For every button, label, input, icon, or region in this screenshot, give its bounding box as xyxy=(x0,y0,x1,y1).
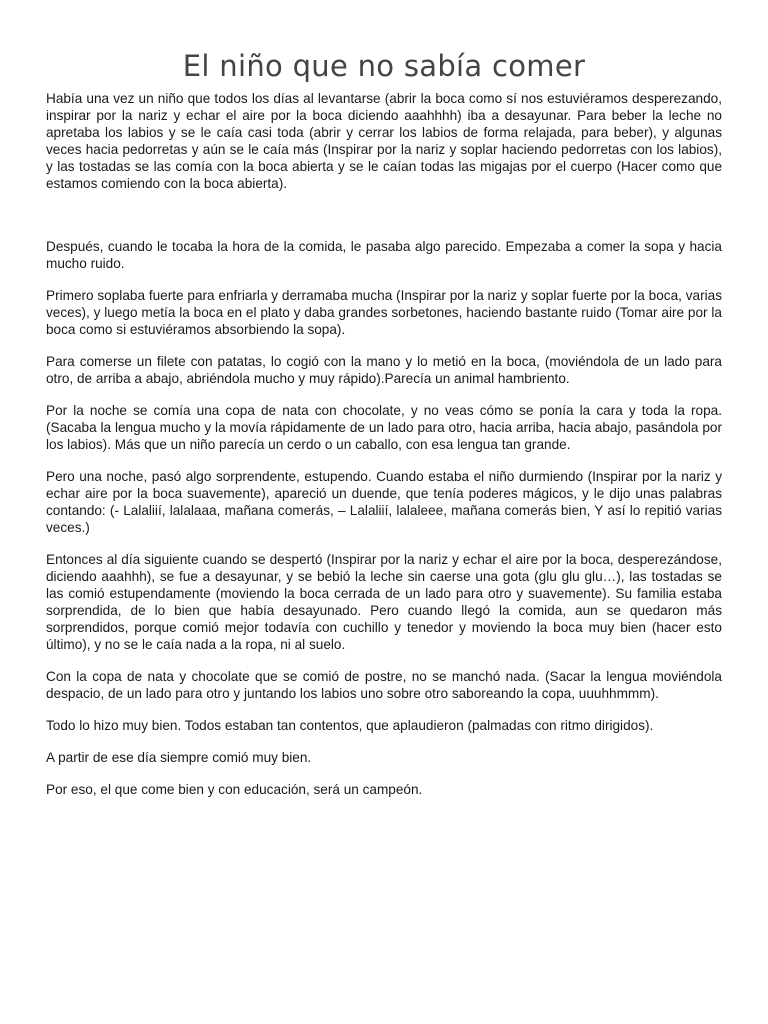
paragraph-8: Con la copa de nata y chocolate que se comió de postre, no se manchó nada. (Sacar la lengua moviéndola despacio, de un lado para otro y juntando los labios uno sobre otro saboreando la copa, uuuhhmmm). xyxy=(46,669,722,701)
paragraph-6: Pero una noche, pasó algo sorprendente, estupendo. Cuando estaba el niño durmiendo (Inspirar por la nariz y echar aire por la boca suavemente), apareció un duende, que tenía poderes mágicos, y le dijo unas palabras contando: (- Lalaliií, lalalaaa, mañana comerás, – Lalaliií, lalaleee, mañana comerás bien, Y así lo repitió varias veces.) xyxy=(46,469,722,535)
paragraph-10: A partir de ese día siempre comió muy bien. xyxy=(46,750,312,765)
paragraph-1: Había una vez un niño que todos los días al levantarse (abrir la boca como sí nos estuviéramos desperezando, inspirar por la nariz y echar el aire por la boca diciendo aaahhhh) iba a desayunar. Para beber la leche no apretaba los labios y se le caía casi toda (abrir y cerrar los labios de forma relajada, para beber), y algunas veces hacia pedorretas y aún se le caía más (Inspirar por la nariz y soplar haciendo pedorretas con los labios), y las tostadas se las comía con la boca abierta y se le caían todas las migajas por el cuerpo (Hacer como que estamos comiendo con la boca abierta). xyxy=(46,91,722,191)
paragraph-5: Por la noche se comía una copa de nata con chocolate, y no veas cómo se ponía la cara y toda la ropa. (Sacaba la lengua mucho y la movía rápidamente de un lado para otro, hacia arriba, hacia abajo, pasándola por los labios). Más que un niño parecía un cerdo o un caballo, con esa lengua tan grande. xyxy=(46,403,722,452)
paragraph-2: Después, cuando le tocaba la hora de la comida, le pasaba algo parecido. Empezaba a comer la sopa y hacia mucho ruido. xyxy=(46,239,722,271)
document-page xyxy=(46,0,722,798)
paragraph-3: Primero soplaba fuerte para enfriarla y derramaba mucha (Inspirar por la nariz y soplar fuerte por la boca, varias veces), y luego metía la boca en el plato y daba grandes sorbetones, haciendo bastante ruido (Tomar aire por la boca como si estuviéramos absorbiendo la sopa). xyxy=(46,288,722,337)
document-title: El niño que no sabía comer xyxy=(182,49,586,83)
paragraph-4: Para comerse un filete con patatas, lo cogió con la mano y lo metió en la boca, (moviéndola de un lado para otro, de arriba a abajo, abriéndola mucho y muy rápido).Parecía un animal hambriento. xyxy=(46,354,722,386)
paragraph-7: Entonces al día siguiente cuando se despertó (Inspirar por la nariz y echar el aire por la boca, desperezándose, diciendo aaahhh), se fue a desayunar, y se bebió la leche sin caerse una gota (glu glu glu…), las tostadas se las comió estupendamente (moviendo la boca cerrada de un lado para otro y suavemente). Su familia estaba sorprendida, de lo bien que había desayunado. Pero cuando llegó la comida, aun se quedaron más sorprendidos, porque comió mejor todavía con cuchillo y tenedor y moviendo la boca muy bien (hacer esto último), y no se le caía nada a la ropa, ni al suelo. xyxy=(46,552,722,652)
paragraph-9: Todo lo hizo muy bien. Todos estaban tan contentos, que aplaudieron (palmadas con ritmo dirigidos). xyxy=(46,718,654,733)
paragraph-11: Por eso, el que come bien y con educación, será un campeón. xyxy=(46,782,423,797)
